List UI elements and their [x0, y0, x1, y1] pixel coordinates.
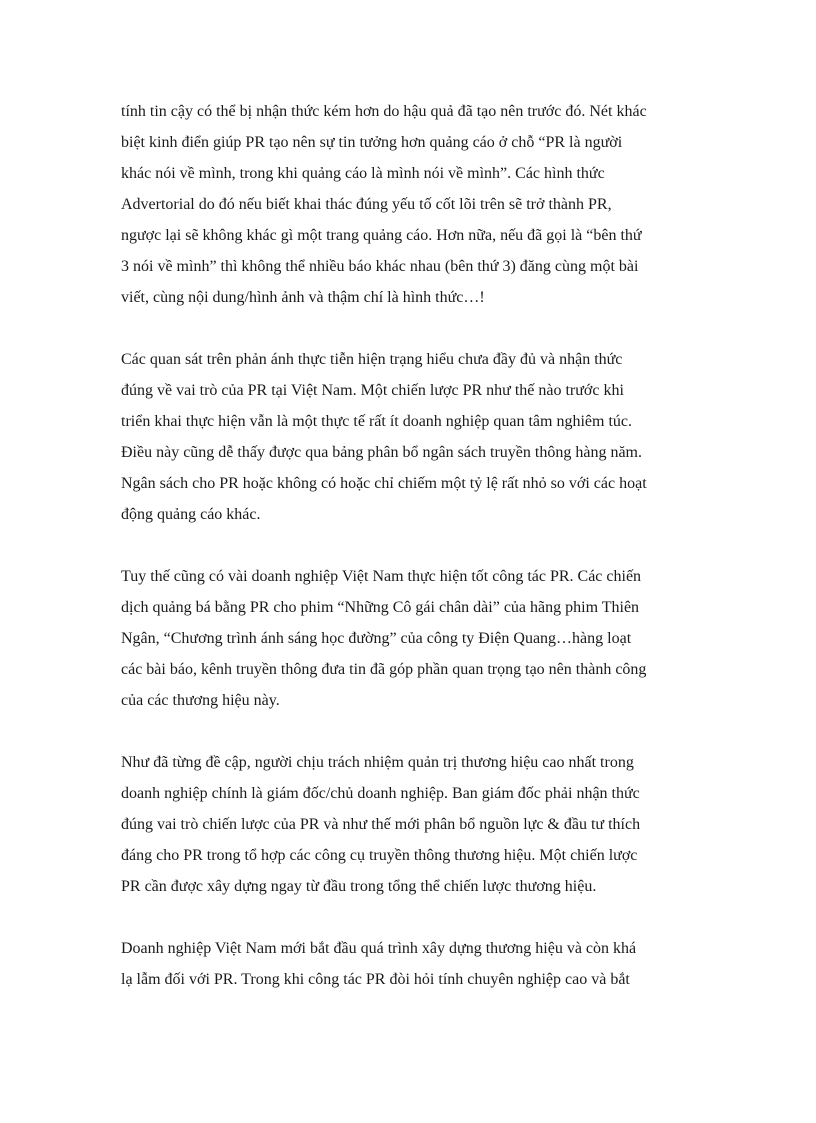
text-line: khác nói về mình, trong khi quảng cáo là mình nói về mình”. Các hình thức: [121, 165, 605, 182]
text-line: của các thương hiệu này.: [121, 692, 280, 709]
paragraph-4: [121, 747, 701, 902]
text-line: lạ lẫm đối với PR. Trong khi công tác PR đòi hỏi tính chuyên nghiệp cao và bắt: [121, 971, 630, 988]
document-body: [121, 96, 701, 1026]
text-line: các bài báo, kênh truyền thông đưa tin đã góp phần quan trọng tạo nên thành công: [121, 661, 647, 678]
paragraph-3: [121, 561, 701, 716]
text-line: doanh nghiệp chính là giám đốc/chủ doanh nghiệp. Ban giám đốc phải nhận thức: [121, 785, 640, 802]
text-line: đúng về vai trò của PR tại Việt Nam. Một chiến lược PR như thế nào trước khi: [121, 382, 624, 399]
text-line: đáng cho PR trong tổ hợp các công cụ truyền thông thương hiệu. Một chiến lược: [121, 847, 638, 864]
text-line: viết, cùng nội dung/hình ảnh và thậm chí là hình thức…!: [121, 289, 485, 306]
text-line: dịch quảng bá bằng PR cho phim “Những Cô gái chân dài” của hãng phim Thiên: [121, 599, 640, 616]
text-line: động quảng cáo khác.: [121, 506, 261, 523]
text-line: Điều này cũng dễ thấy được qua bảng phân bổ ngân sách truyền thông hàng năm.: [121, 444, 642, 461]
text-line: Ngân sách cho PR hoặc không có hoặc chỉ chiếm một tỷ lệ rất nhỏ so với các hoạt: [121, 475, 647, 492]
text-line: Ngân, “Chương trình ánh sáng học đường” của công ty Điện Quang…hàng loạt: [121, 630, 632, 647]
text-line: biệt kinh điển giúp PR tạo nên sự tin tưởng hơn quảng cáo ở chỗ “PR là người: [121, 134, 623, 151]
text-line: 3 nói về mình” thì không thể nhiều báo khác nhau (bên thứ 3) đăng cùng một bài: [121, 258, 639, 275]
text-line: Như đã từng đề cập, người chịu trách nhiệm quản trị thương hiệu cao nhất trong: [121, 754, 634, 771]
paragraph-1: [121, 96, 701, 313]
text-line: PR cần được xây dựng ngay từ đầu trong tổng thể chiến lược thương hiệu.: [121, 878, 597, 895]
text-line: đúng vai trò chiến lược của PR và như thế mới phân bổ nguồn lực & đầu tư thích: [121, 816, 641, 833]
text-line: Tuy thế cũng có vài doanh nghiệp Việt Nam thực hiện tốt công tác PR. Các chiến: [121, 568, 642, 585]
text-line: tính tin cậy có thể bị nhận thức kém hơn do hậu quả đã tạo nên trước đó. Nét khác: [121, 103, 647, 120]
paragraph-5: [121, 933, 701, 995]
text-line: Advertorial do đó nếu biết khai thác đúng yếu tố cốt lõi trên sẽ trở thành PR,: [121, 196, 612, 213]
text-line: ngược lại sẽ không khác gì một trang quảng cáo. Hơn nữa, nếu đã gọi là “bên thứ: [121, 227, 642, 244]
text-line: triển khai thực hiện vẫn là một thực tế rất ít doanh nghiệp quan tâm nghiêm túc.: [121, 413, 632, 430]
paragraph-2: [121, 344, 701, 530]
text-line: Các quan sát trên phản ánh thực tiễn hiện trạng hiểu chưa đầy đủ và nhận thức: [121, 351, 623, 368]
text-line: Doanh nghiệp Việt Nam mới bắt đầu quá trình xây dựng thương hiệu và còn khá: [121, 940, 637, 957]
